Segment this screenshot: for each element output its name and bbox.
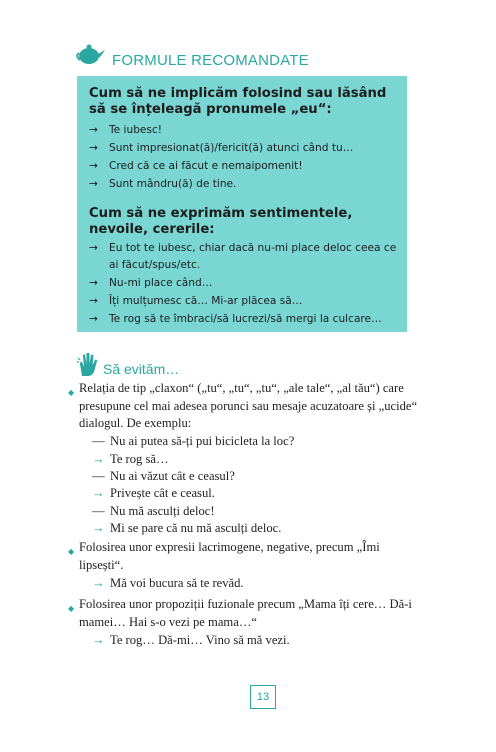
- bullet-icon: ◆: [68, 604, 75, 613]
- example-line: → Privește cât e ceasul.: [92, 485, 215, 503]
- arrow-icon: →: [92, 633, 105, 647]
- box-list-1: [89, 121, 404, 193]
- arrow-icon: →: [89, 178, 98, 190]
- stop-hand-icon: [76, 352, 100, 378]
- arrow-icon: →: [89, 142, 98, 154]
- recommended-phrases-box: [77, 76, 407, 332]
- avoid-item-3: ◆ Folosirea unor propoziții fuzionale precum „Mama îți cere… Dă-i mamei… Hai s-o vezi pe mama…“: [68, 597, 412, 629]
- teapot-icon: [76, 41, 106, 67]
- arrow-icon: →: [89, 295, 98, 307]
- section-title: FORMULE RECOMANDATE: [112, 52, 309, 69]
- arrow-icon: →: [92, 452, 105, 466]
- arrow-icon: →: [89, 313, 98, 325]
- arrow-icon: →: [92, 486, 105, 500]
- list-item: → Cred că ce ai făcut e nemaipomenit!: [89, 157, 404, 175]
- example-line: → Mă voi bucura să te revăd.: [92, 575, 244, 593]
- box-list-2: [89, 240, 404, 328]
- avoid-item-2: ◆ Folosirea unor expresii lacrimogene, negative, precum „Îmi lipsești“.: [68, 540, 380, 572]
- list-item: → Îți mulțumesc că… Mi-ar plăcea să…: [89, 292, 404, 310]
- example-line: → Te rog… Dă-mi… Vino să mă vezi.: [92, 632, 290, 650]
- section-header: [76, 38, 309, 69]
- avoid-item-1: ◆ Relația de tip „claxon“ („tu“, „tu“, „tu“, „ale tale“, „al tău“) care presupune cel mai adesea porunci sau mesaje acuzatoare și „ucide“ dialogul. De exemplu:: [68, 381, 418, 430]
- dash-icon: —: [92, 434, 105, 448]
- arrow-icon: →: [92, 576, 105, 590]
- example-line: → Te rog să…: [92, 451, 169, 469]
- box-heading-2: Cum să ne exprimăm sentimentele, nevoile, cererile:: [89, 206, 353, 237]
- example-line: → Mi se pare că nu mă asculți deloc.: [92, 520, 281, 538]
- arrow-icon: →: [89, 277, 98, 289]
- list-item: → Te rog să te îmbraci/să lucrezi/să mergi la culcare…: [89, 310, 404, 328]
- arrow-icon: →: [89, 160, 98, 172]
- arrow-icon: →: [89, 124, 98, 136]
- example-line: — Nu ai văzut cât e ceasul?: [92, 468, 235, 486]
- list-item: → Nu-mi place când…: [89, 274, 404, 292]
- page-number: 13: [250, 685, 276, 709]
- example-line: — Nu mă asculți deloc!: [92, 503, 215, 521]
- avoid-title: Să evităm…: [103, 361, 180, 377]
- box-heading-1: Cum să ne implicăm folosind sau lăsând să se înțeleagă pronumele „eu“:: [89, 86, 387, 117]
- bullet-icon: ◆: [68, 547, 75, 556]
- list-item: → Sunt mândru(ă) de tine.: [89, 175, 404, 193]
- arrow-icon: →: [92, 521, 105, 535]
- avoid-header: [76, 352, 179, 378]
- list-item: → Te iubesc!: [89, 121, 404, 139]
- dash-icon: —: [92, 504, 105, 518]
- dash-icon: —: [92, 469, 105, 483]
- list-item: → Sunt impresionat(ă)/fericit(ă) atunci când tu…: [89, 139, 404, 157]
- bullet-icon: ◆: [68, 388, 75, 397]
- arrow-icon: →: [89, 242, 98, 254]
- example-line: — Nu ai putea să-ți pui bicicleta la loc?: [92, 433, 294, 451]
- list-item: → Eu tot te iubesc, chiar dacă nu-mi place deloc ceea ce ai făcut/spus/etc.: [89, 242, 397, 271]
